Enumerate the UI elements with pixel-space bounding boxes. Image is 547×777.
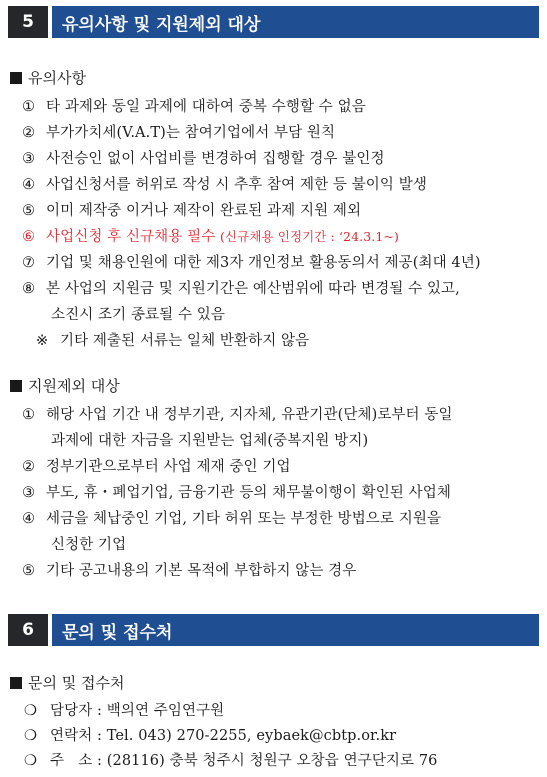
section-5-number: 5	[8, 6, 48, 38]
precaution-item: ⑤ 이미 제작중 이거나 제작이 완료된 과제 지원 제외	[22, 203, 362, 219]
contact-manager: ❍ 담당자 : 백의연 주임연구원	[24, 703, 225, 719]
circle-bullet-icon: ❍	[24, 753, 38, 769]
square-bullet-icon	[10, 677, 22, 689]
remark-note: ※ 기타 제출된 서류는 일체 반환하지 않음	[36, 333, 310, 349]
exclusion-item-continuation: 신청한 기업	[51, 537, 127, 553]
section-5-title: 유의사항 및 지원제외 대상	[52, 6, 539, 38]
precaution-item: ③ 사전승인 없이 사업비를 변경하여 집행할 경우 불인정	[22, 151, 385, 167]
exclusion-item: ③ 부도, 휴・폐업기업, 금융기관 등의 채무불이행이 확인된 사업체	[22, 485, 451, 501]
section-6-title: 문의 및 접수처	[52, 614, 539, 646]
contact-address: ❍ 주 소 : (28116) 충북 청주시 청원구 오창읍 연구단지로 76	[24, 753, 438, 769]
contact-heading: 문의 및 접수처	[10, 672, 124, 693]
exclusion-item-continuation: 과제에 대한 자금을 지원받는 업체(중복지원 방지)	[51, 433, 369, 449]
precaution-item: ① 타 과제와 동일 과제에 대하여 중복 수행할 수 없음	[22, 99, 366, 115]
precautions-heading: 유의사항	[10, 67, 86, 88]
section-6-number: 6	[8, 614, 48, 646]
exclusions-heading: 지원제외 대상	[10, 375, 120, 396]
square-bullet-icon	[10, 72, 22, 84]
exclusion-item: ② 정부기관으로부터 사업 제재 중인 기업	[22, 459, 291, 475]
precaution-item: ⑧ 본 사업의 지원금 및 지원기간은 예산범위에 따라 변경될 수 있고,	[22, 281, 460, 297]
contact-phone-email: ❍ 연락처 : Tel. 043) 270-2255, eybaek@cbtp.or.kr	[24, 728, 397, 744]
precaution-item: ④ 사업신청서를 허위로 작성 시 추후 참여 제한 등 불이익 발생	[22, 177, 427, 193]
exclusion-item: ④ 세금을 체납중인 기업, 기타 허위 또는 부정한 방법으로 지원을	[22, 511, 442, 527]
square-bullet-icon	[10, 380, 22, 392]
precaution-item-continuation: 소진시 조기 종료될 수 있음	[51, 307, 226, 323]
precaution-item-highlight: ⑥ 사업신청 후 신규채용 필수 (신규채용 인정기간 : ‘24.3.1~)	[22, 229, 399, 245]
hiring-period-note: (신규채용 인정기간 : ‘24.3.1~)	[220, 229, 399, 244]
precaution-item: ② 부가가치세(V.A.T)는 참여기업에서 부담 원칙	[22, 125, 336, 141]
circle-bullet-icon: ❍	[24, 703, 38, 719]
exclusion-item: ⑤ 기타 공고내용의 기본 목적에 부합하지 않는 경우	[22, 563, 357, 579]
circle-bullet-icon: ❍	[24, 728, 38, 744]
section-5-header	[8, 6, 539, 38]
exclusion-item: ① 해당 사업 기간 내 정부기관, 지자체, 유관기관(단체)로부터 동일	[22, 407, 453, 423]
section-6-header	[8, 614, 539, 646]
precaution-item: ⑦ 기업 및 채용인원에 대한 제3자 개인정보 활용동의서 제공(최대 4년)	[22, 255, 481, 271]
